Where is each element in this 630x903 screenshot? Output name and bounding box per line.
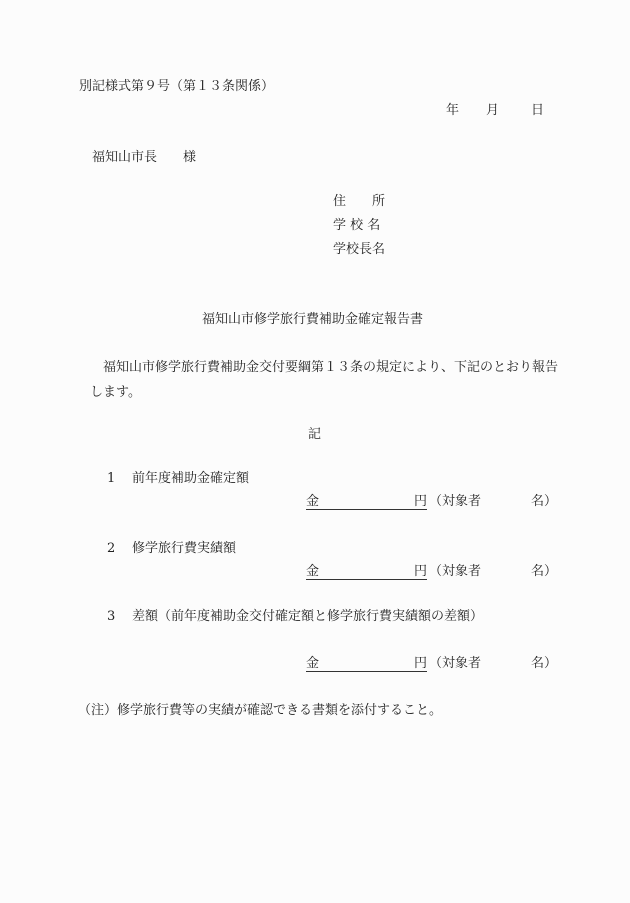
subjects-suffix: 名） [531,656,558,671]
amount-field[interactable] [306,565,427,580]
item-heading-2 [107,542,236,555]
item-number: 3 [107,609,116,624]
sender-school-name-label: 学 校 名 [333,218,381,233]
ki-heading: 記 [308,427,322,442]
date-year-label: 年 [446,103,460,118]
subjects-label: （対象者 [429,656,482,671]
subjects-label: （対象者 [429,564,482,579]
sender-address-label: 住 所 [333,194,386,209]
sender-principal-name-label: 学校長名 [333,242,386,257]
document-title: 福知山市修学旅行費補助金確定報告書 [202,312,424,327]
addressee-honorific: 様 [183,150,197,165]
item-heading-3 [107,610,483,623]
body-paragraph: 福知山市修学旅行費補助金交付要綱第１３条の規定により、下記のとおり報告します。 [90,360,559,400]
item-number: 2 [107,541,116,556]
addressee-name: 福知山市長 [92,150,158,165]
amount-prefix: 金 [306,494,320,509]
attachment-note: （注）修学旅行費等の実績が確認できる書類を添付すること。 [78,703,443,718]
date-month-label: 月 [486,103,500,118]
amount-field[interactable] [306,495,427,510]
subjects-label: （対象者 [429,494,482,509]
amount-field[interactable] [306,657,427,672]
item-label: 差額（前年度補助金交付確定額と修学旅行費実績額の差額） [132,609,484,624]
amount-suffix: 円 [413,656,427,671]
item-label: 修学旅行費実績額 [132,541,237,556]
date-line [446,104,544,117]
amount-line-3 [306,656,558,672]
item-number: 1 [107,471,116,486]
item-label: 前年度補助金確定額 [132,471,250,486]
date-day-label: 日 [531,103,545,118]
amount-suffix: 円 [413,494,427,509]
amount-suffix: 円 [413,564,427,579]
subjects-suffix: 名） [531,564,558,579]
amount-line-1 [306,494,558,510]
addressee [92,151,196,164]
amount-prefix: 金 [306,564,320,579]
item-heading-1 [107,472,249,485]
form-number: 別記様式第９号（第１３条関係） [79,79,275,94]
amount-prefix: 金 [306,656,320,671]
subjects-suffix: 名） [531,494,558,509]
amount-line-2 [306,564,558,580]
